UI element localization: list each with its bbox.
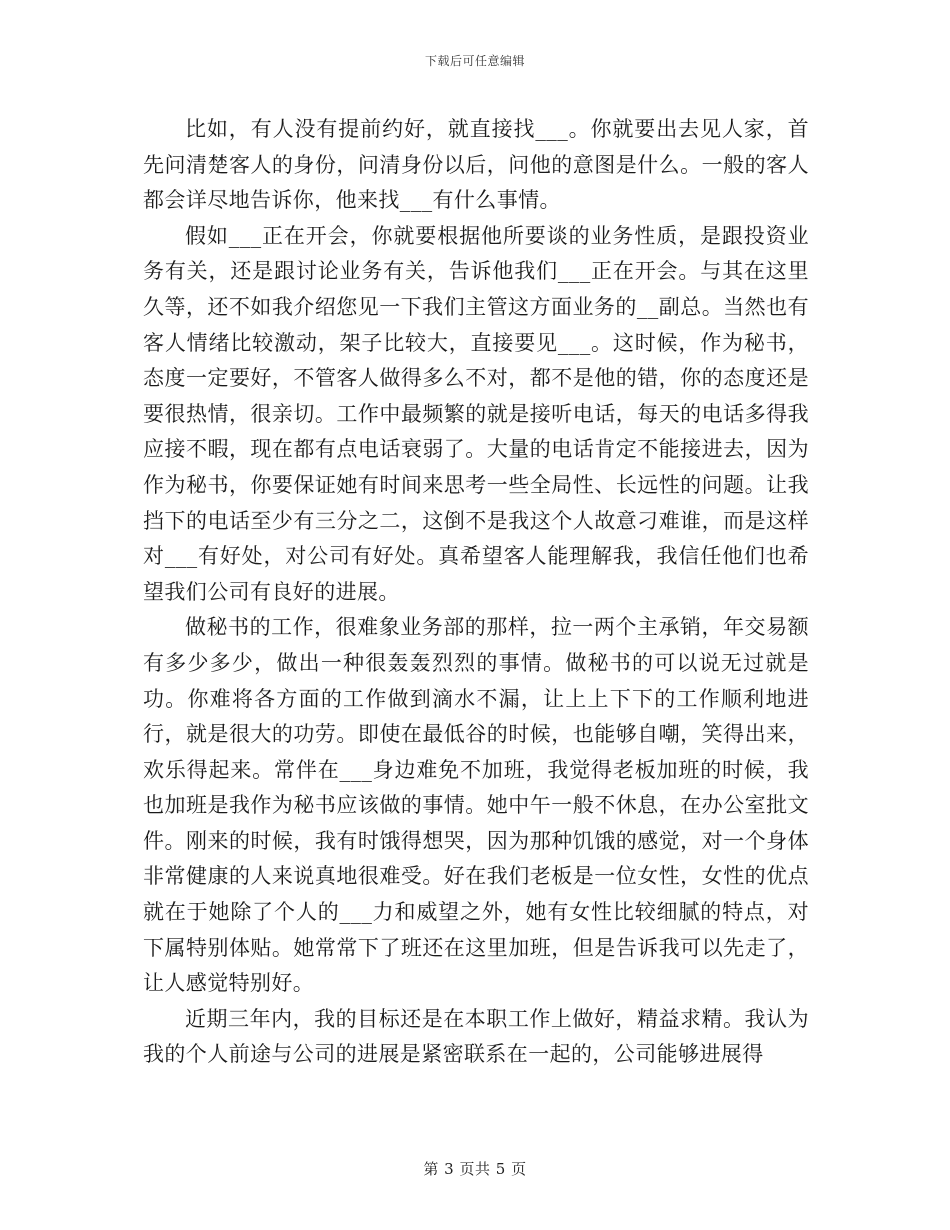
paragraph-3: 做秘书的工作，很难象业务部的那样，拉一两个主承销，年交易额有多少多少，做出一种很轰轰烈烈的事情。做秘书的可以说无过就是功。你难将各方面的工作做到滴水不漏，让上上下下的工作顺利地进行，就是很大的功劳。即使在最低谷的时候，也能够自嘲，笑得出来，欢乐得起来。常伴在___身边难免不加班，我觉得老板加班的时候，我也加班是我作为秘书应该做的事情。她中午一般不休息，在办公室批文件。刚来的时候，我有时饿得想哭，因为那种饥饿的感觉，对一个身体非常健康的人来说真地很难受。好在我们老板是一位女性，女性的优点就在于她除了个人的___力和威望之外，她有女性比较细腻的特点，对下属特别体贴。她常常下了班还在这里加班，但是告诉我可以先走了，让人感觉特别好。 (143, 615, 809, 996)
page-header: 下载后可任意编辑 (424, 54, 525, 68)
paragraph-2: 假如___正在开会，你就要根据他所要谈的业务性质，是跟投资业务有关，还是跟讨论业务有关，告诉他我们___正在开会。与其在这里久等，还不如我介绍您见一下我们主管这方面业务的__副总。当然也有客人情绪比较激动，架子比较大，直接要见___。这时候，作为秘书，态度一定要好，不管客人做得多么不对，都不是他的错，你的态度还是要很热情，很亲切。工作中最频繁的就是接听电话，每天的电话多得我应接不暇，现在都有点电话衰弱了。大量的电话肯定不能接进去，因为作为秘书，你要保证她有时间来思考一些全局性、长远性的问题。让我挡下的电话至少有三分之二，这倒不是我这个人故意刁难谁，而是这样对___有好处，对公司有好处。真希望客人能理解我，我信任他们也希望我们公司有良好的进展。 (143, 223, 809, 604)
document-body (143, 112, 809, 1073)
paragraph-4: 近期三年内，我的目标还是在本职工作上做好，精益求精。我认为我的个人前途与公司的进展是紧密联系在一起的，公司能够进展得 (143, 1006, 809, 1067)
paragraph-1: 比如，有人没有提前约好，就直接找___。你就要出去见人家，首先问清楚客人的身份，问清身份以后，问他的意图是什么。一般的客人都会详尽地告诉你，他来找___有什么事情。 (143, 117, 809, 213)
page-number: 第 3 页共 5 页 (423, 1160, 527, 1178)
